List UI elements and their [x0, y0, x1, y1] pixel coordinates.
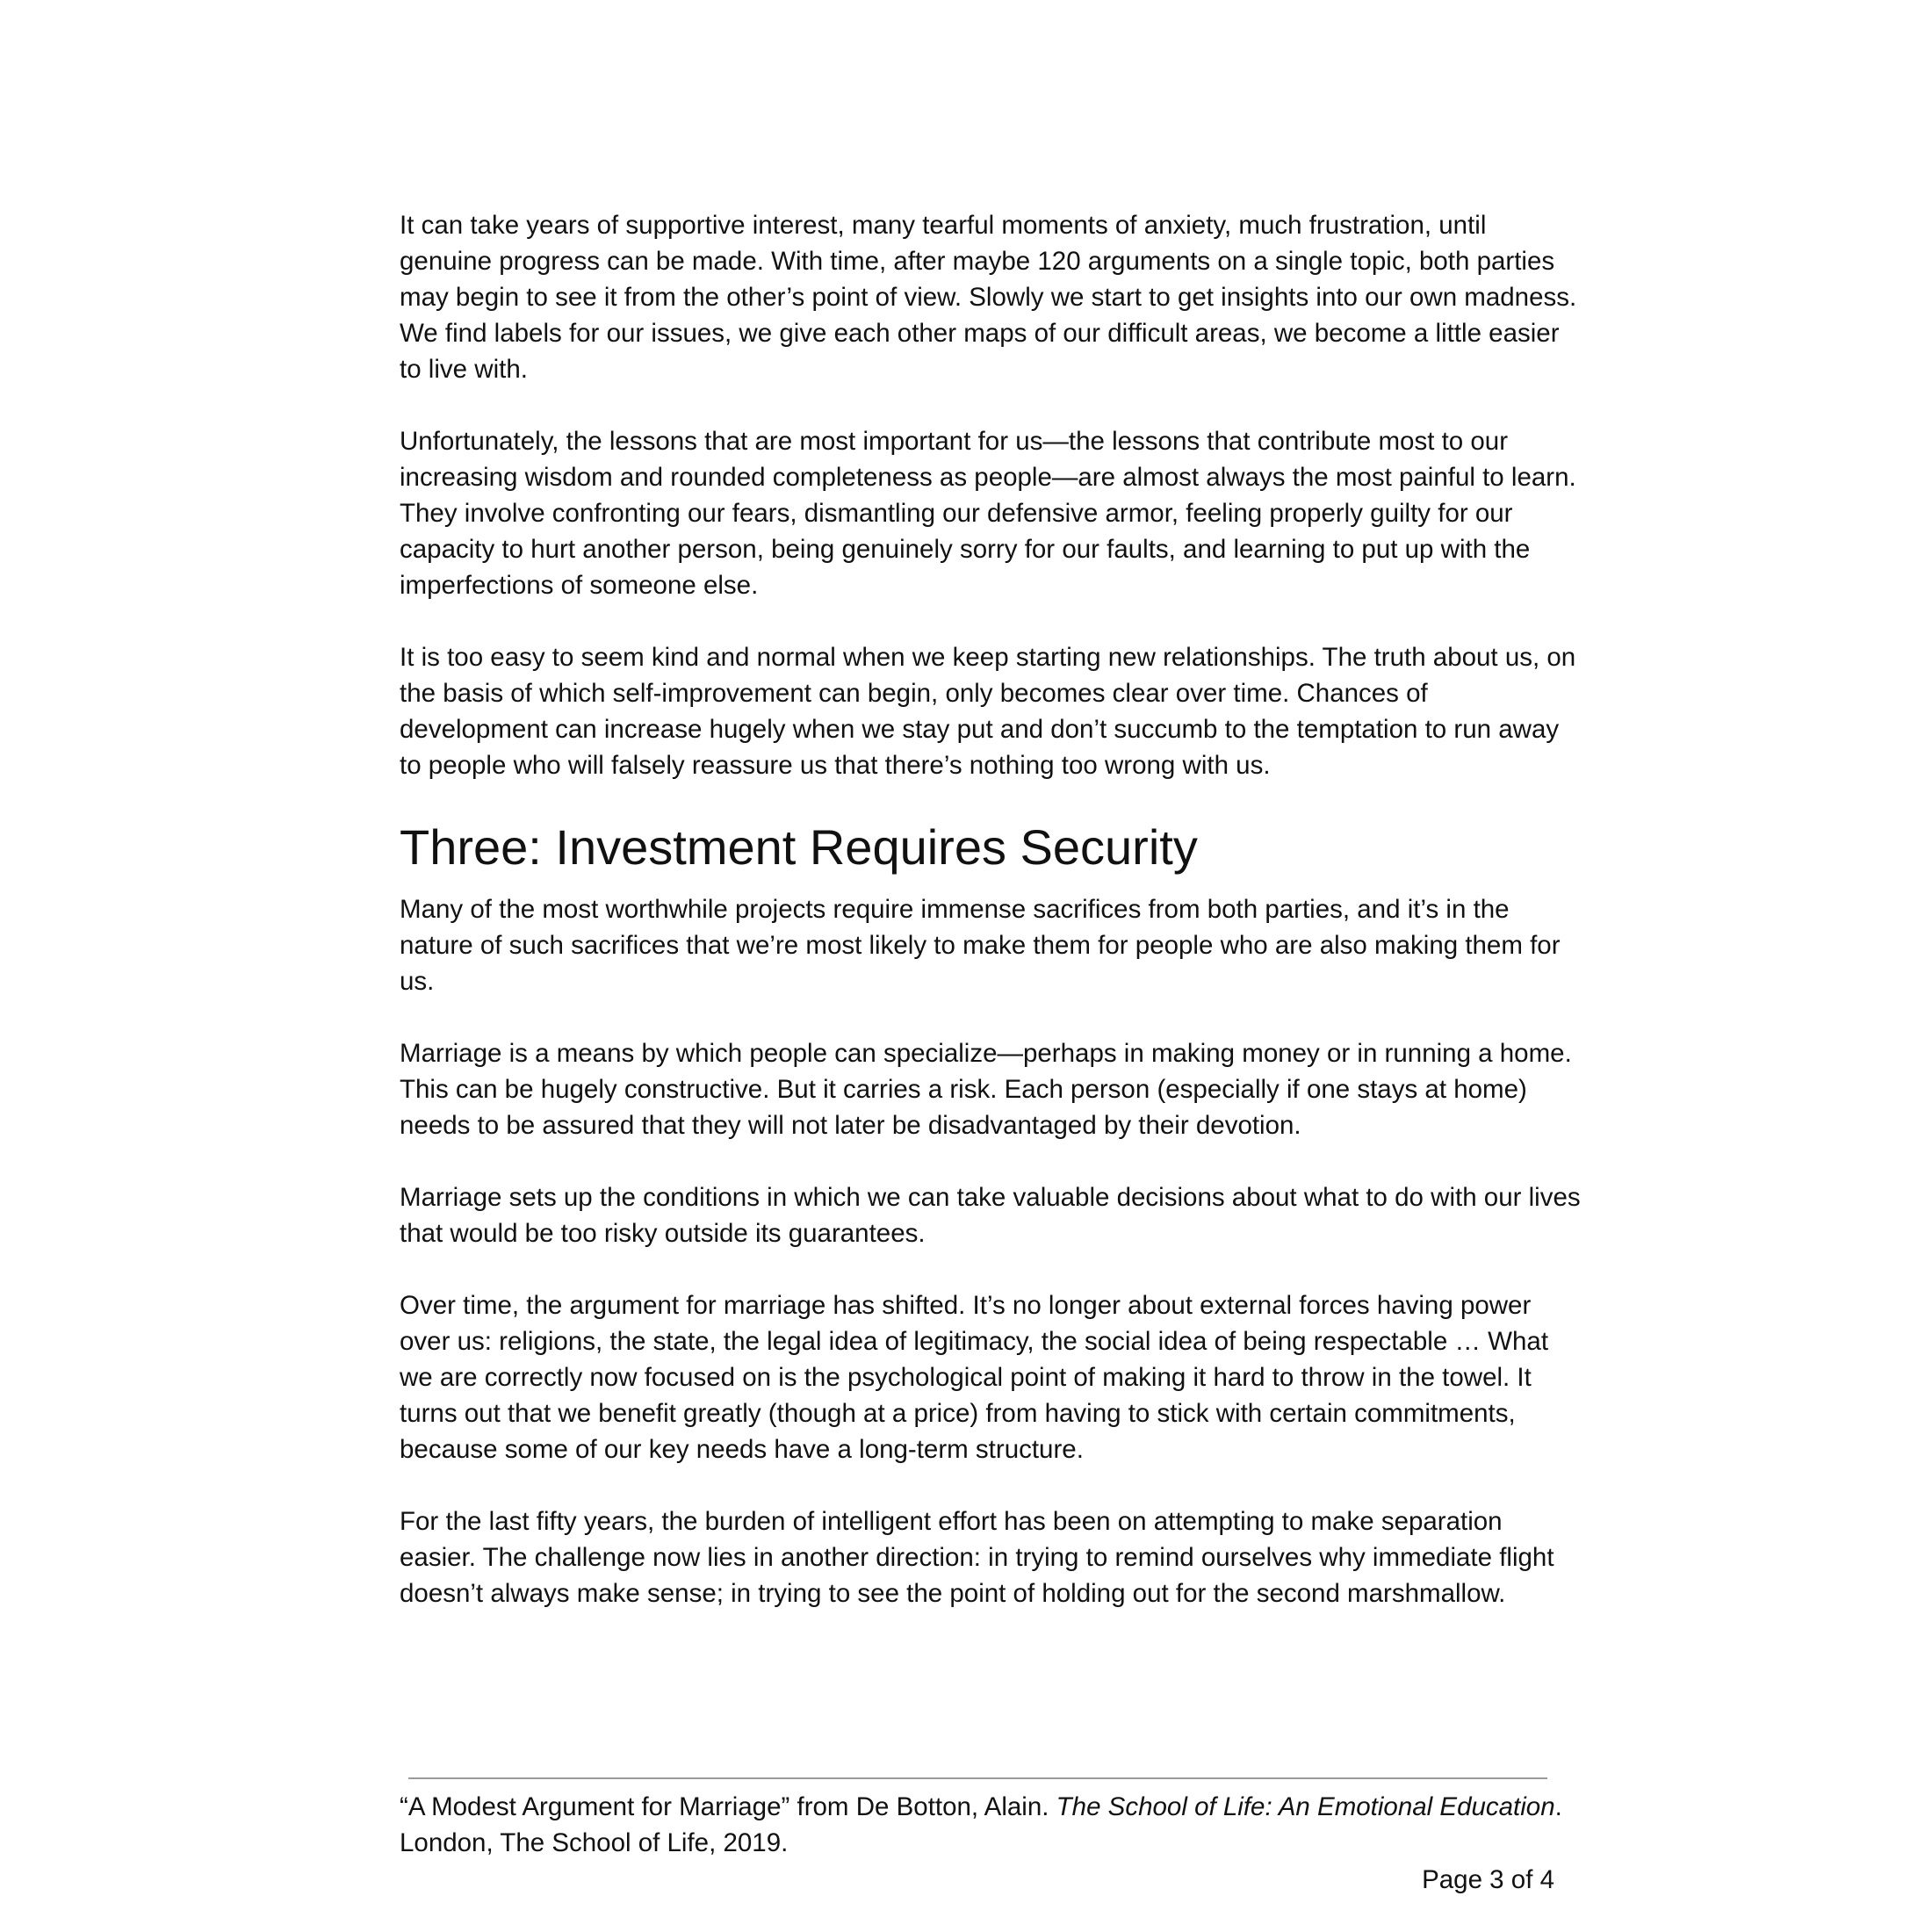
- citation-book-title: The School of Life: An Emotional Education: [1056, 1792, 1555, 1821]
- section-heading: Three: Investment Requires Security: [400, 819, 1198, 875]
- paragraph: Many of the most worthwhile projects require immense sacrifices from both parties, and it’s in the nature of such sacrifices that we’re most likely to make them for people who are also making them for us.: [400, 895, 1561, 996]
- page-number: Page 3 of 4: [1422, 1865, 1554, 1894]
- footnote-citation: [400, 1789, 1581, 1861]
- paragraph: Unfortunately, the lessons that are most important for us—the lessons that contribute most to our increasing wisdom and rounded completeness as people—are almost always the most painful to learn. They involve confronting our fears, dismantling our defensive armor, feeling properly guilty for our capacity to hurt another person, being genuinely sorry for our faults, and learning to put up with the imperfections of someone else.: [400, 427, 1576, 600]
- paragraph: Marriage is a means by which people can specialize—perhaps in making money or in running a home. This can be hugely constructive. But it carries a risk. Each person (especially if one stays at home) needs to be assured that they will not later be disadvantaged by their devotion.: [400, 1039, 1572, 1140]
- paragraph: It can take years of supportive interest, many tearful moments of anxiety, much frustration, until genuine progress can be made. With time, after maybe 120 arguments on a single topic, both parties may begin to see it from the other’s point of view. Slowly we start to get insights into our own madness. We find labels for our issues, we give each other maps of our difficult areas, we become a little easier to live with.: [400, 211, 1577, 384]
- footnote-divider: [408, 1777, 1547, 1779]
- paragraph: For the last fifty years, the burden of intelligent effort has been on attempting to make separation easier. The challenge now lies in another direction: in trying to remind ourselves why immediate flight doesn’t always make sense; in trying to see the point of holding out for the second marshmallow.: [400, 1507, 1554, 1608]
- paragraph: It is too easy to seem kind and normal when we keep starting new relationships. The truth about us, on the basis of which self-improvement can begin, only becomes clear over time. Chances of development can increase hugely when we stay put and don’t succumb to the temptation to run away to people who will falsely reassure us that there’s nothing too wrong with us.: [400, 643, 1576, 780]
- citation-suffix: . London, The School of Life, 2019.: [400, 1792, 1562, 1857]
- citation-prefix: “A Modest Argument for Marriage” from De Botton, Alain.: [400, 1792, 1056, 1821]
- paragraph: Over time, the argument for marriage has shifted. It’s no longer about external forces having power over us: religions, the state, the legal idea of legitimacy, the social idea of being respectable … What we are correctly now focused on is the psychological point of making it hard to throw in the towel. It turns out that we benefit greatly (though at a price) from having to stick with certain commitments, because some of our key needs have a long-term structure.: [400, 1291, 1549, 1464]
- document-body: [400, 207, 1581, 1647]
- paragraph: Marriage sets up the conditions in which we can take valuable decisions about what to do with our lives that would be too risky outside its guarantees.: [400, 1183, 1581, 1248]
